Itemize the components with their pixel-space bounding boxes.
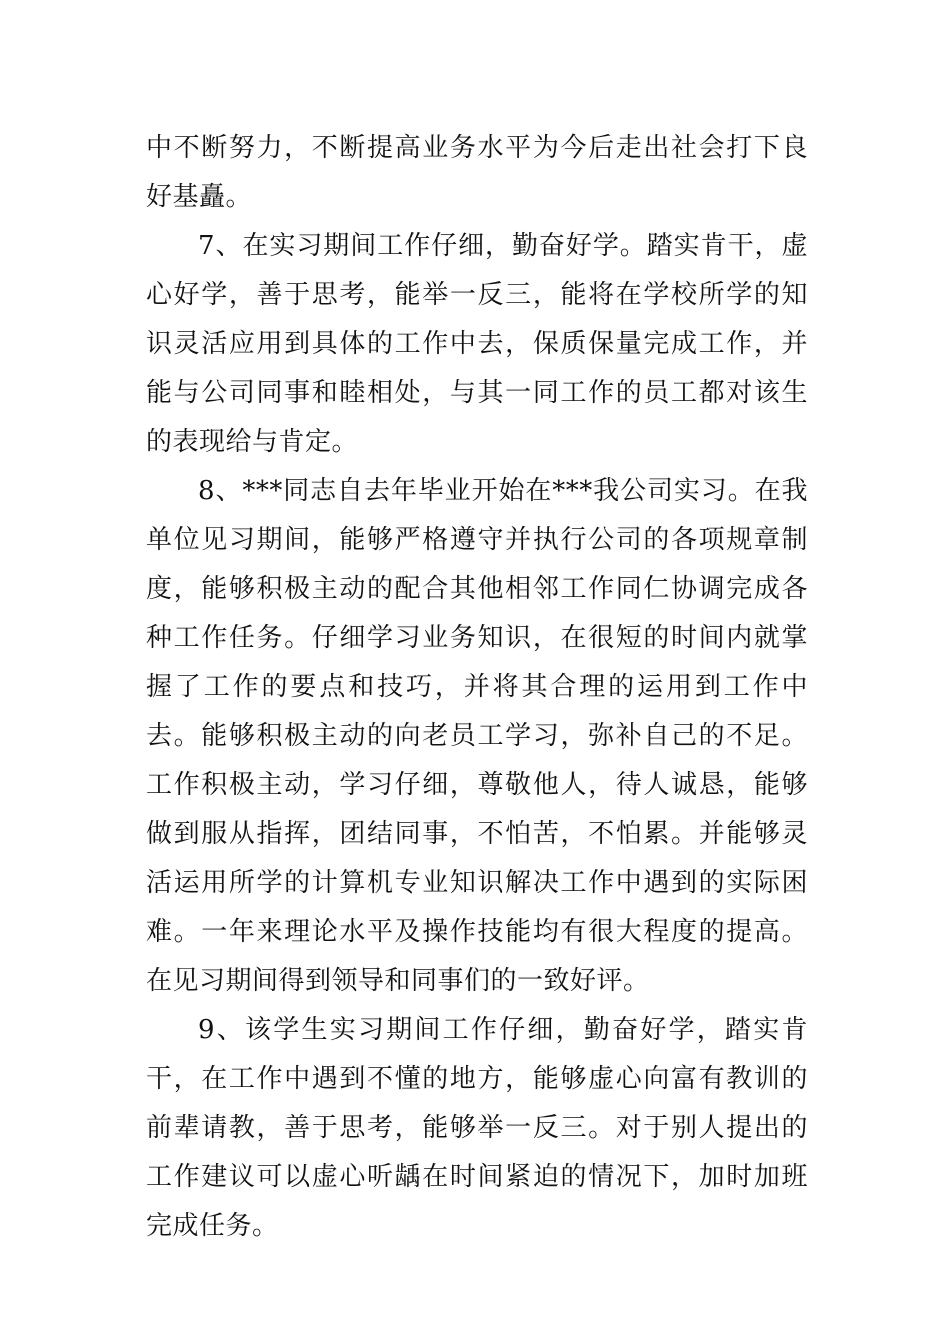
paragraph-item-8: 8、***同志自去年毕业开始在***我公司实习。在我单位见习期间，能够严格遵守并执行公司的各项规章制度，能够积极主动的配合其他相邻工作同仁协调完成各种工作任务。仔细学习业务知识，在很短的时间内就掌握了工作的要点和技巧，并将其合理的运用到工作中去。能够积极主动的向老员工学习，弥补自己的不足。工作积极主动，学习仔细，尊敬他人，待人诚恳，能够做到服从指挥，团结同事，不怕苦，不怕累。并能够灵活运用所学的计算机专业知识解决工作中遇到的实际困难。一年来理论水平及操作技能均有很大程度的提高。在见习期间得到领导和同事们的一致好评。 [146, 476, 808, 996]
paragraph-item-7: 7、在实习期间工作仔细，勤奋好学。踏实肯干，虚心好学，善于思考，能举一反三，能将在学校所学的知识灵活应用到具体的工作中去，保质保量完成工作，并能与公司同事和睦相处，与其一同工作的员工都对该生的表现给与肯定。 [146, 231, 808, 457]
document-body [146, 124, 808, 1251]
paragraph-continuation: 中不断努力，不断提高业务水平为今后走出社会打下良好基矗。 [146, 133, 808, 212]
paragraph-item-9: 9、该学生实习期间工作仔细，勤奋好学，踏实肯干，在工作中遇到不懂的地方，能够虚心向富有教训的前辈请教，善于思考，能够举一反三。对于别人提出的工作建议可以虚心听龋在时间紧迫的情况下，加时加班完成任务。 [146, 1015, 808, 1241]
